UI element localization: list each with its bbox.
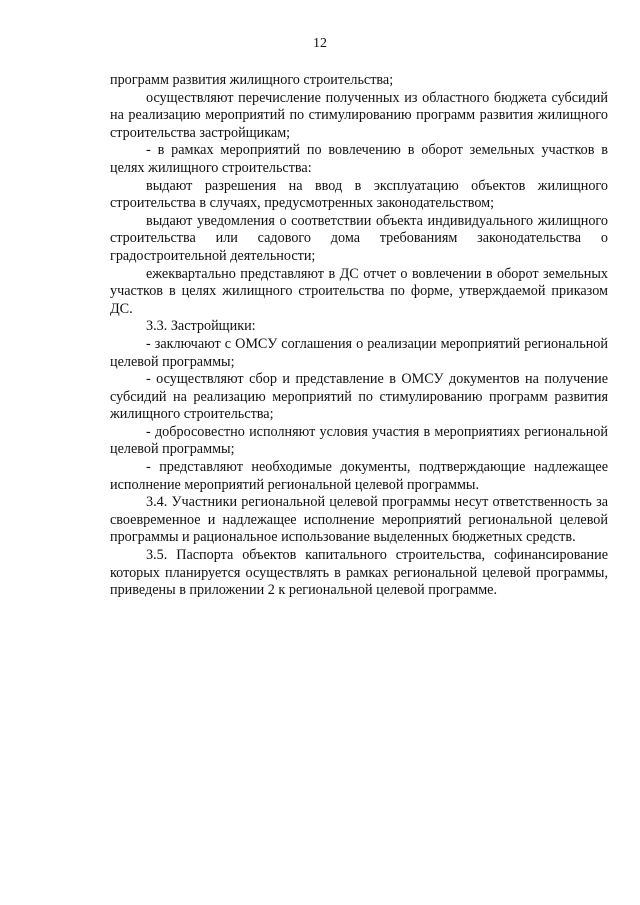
paragraph-11: - представляют необходимые документы, подтверждающие надлежащее исполнение мероприятий региональной целевой программы.	[110, 459, 608, 493]
section-3-4: 3.4. Участники региональной целевой программы несут ответственность за своевременное и надлежащее исполнение мероприятий региональной целевой программы и рациональное использование выделенных бюджетных средств.	[110, 494, 608, 546]
paragraph-6: ежеквартально представляют в ДС отчет о вовлечении в оборот земельных участков в целях жилищного строительства по форме, утверждаемой приказом ДС.	[110, 265, 608, 317]
paragraph-4: выдают разрешения на ввод в эксплуатацию объектов жилищного строительства в случаях, предусмотренных законодательством;	[110, 177, 608, 212]
paragraph-1: программ развития жилищного строительства;	[110, 72, 394, 88]
paragraph-10: - добросовестно исполняют условия участия в мероприятиях региональной целевой программы;	[110, 423, 608, 458]
page-number: 12	[313, 36, 327, 51]
paragraph-5: выдают уведомления о соответствии объекта индивидуального жилищного строительства или садового дома требованиям законодательства о градостроительной деятельности;	[110, 212, 608, 264]
paragraph-3: - в рамках мероприятий по вовлечению в оборот земельных участков в целях жилищного строительства:	[110, 142, 608, 176]
paragraph-9: - осуществляют сбор и представление в ОМСУ документов на получение субсидий на реализацию мероприятий по стимулированию программ развития жилищного строительства;	[110, 371, 608, 423]
paragraph-8: - заключают с ОМСУ соглашения о реализации мероприятий региональной целевой программы;	[110, 335, 608, 370]
section-3-3-heading: 3.3. Застройщики:	[146, 318, 256, 335]
section-3-5: 3.5. Паспорта объектов капитального строительства, софинансирование которых планируется осуществлять в рамках региональной целевой программы, приведены в приложении 2 к региональной целевой программе.	[110, 547, 608, 599]
document-body	[110, 72, 608, 600]
paragraph-2: осуществляют перечисление полученных из областного бюджета субсидий на реализацию мероприятий по стимулированию программ развития жилищного строительства застройщикам;	[110, 89, 608, 141]
